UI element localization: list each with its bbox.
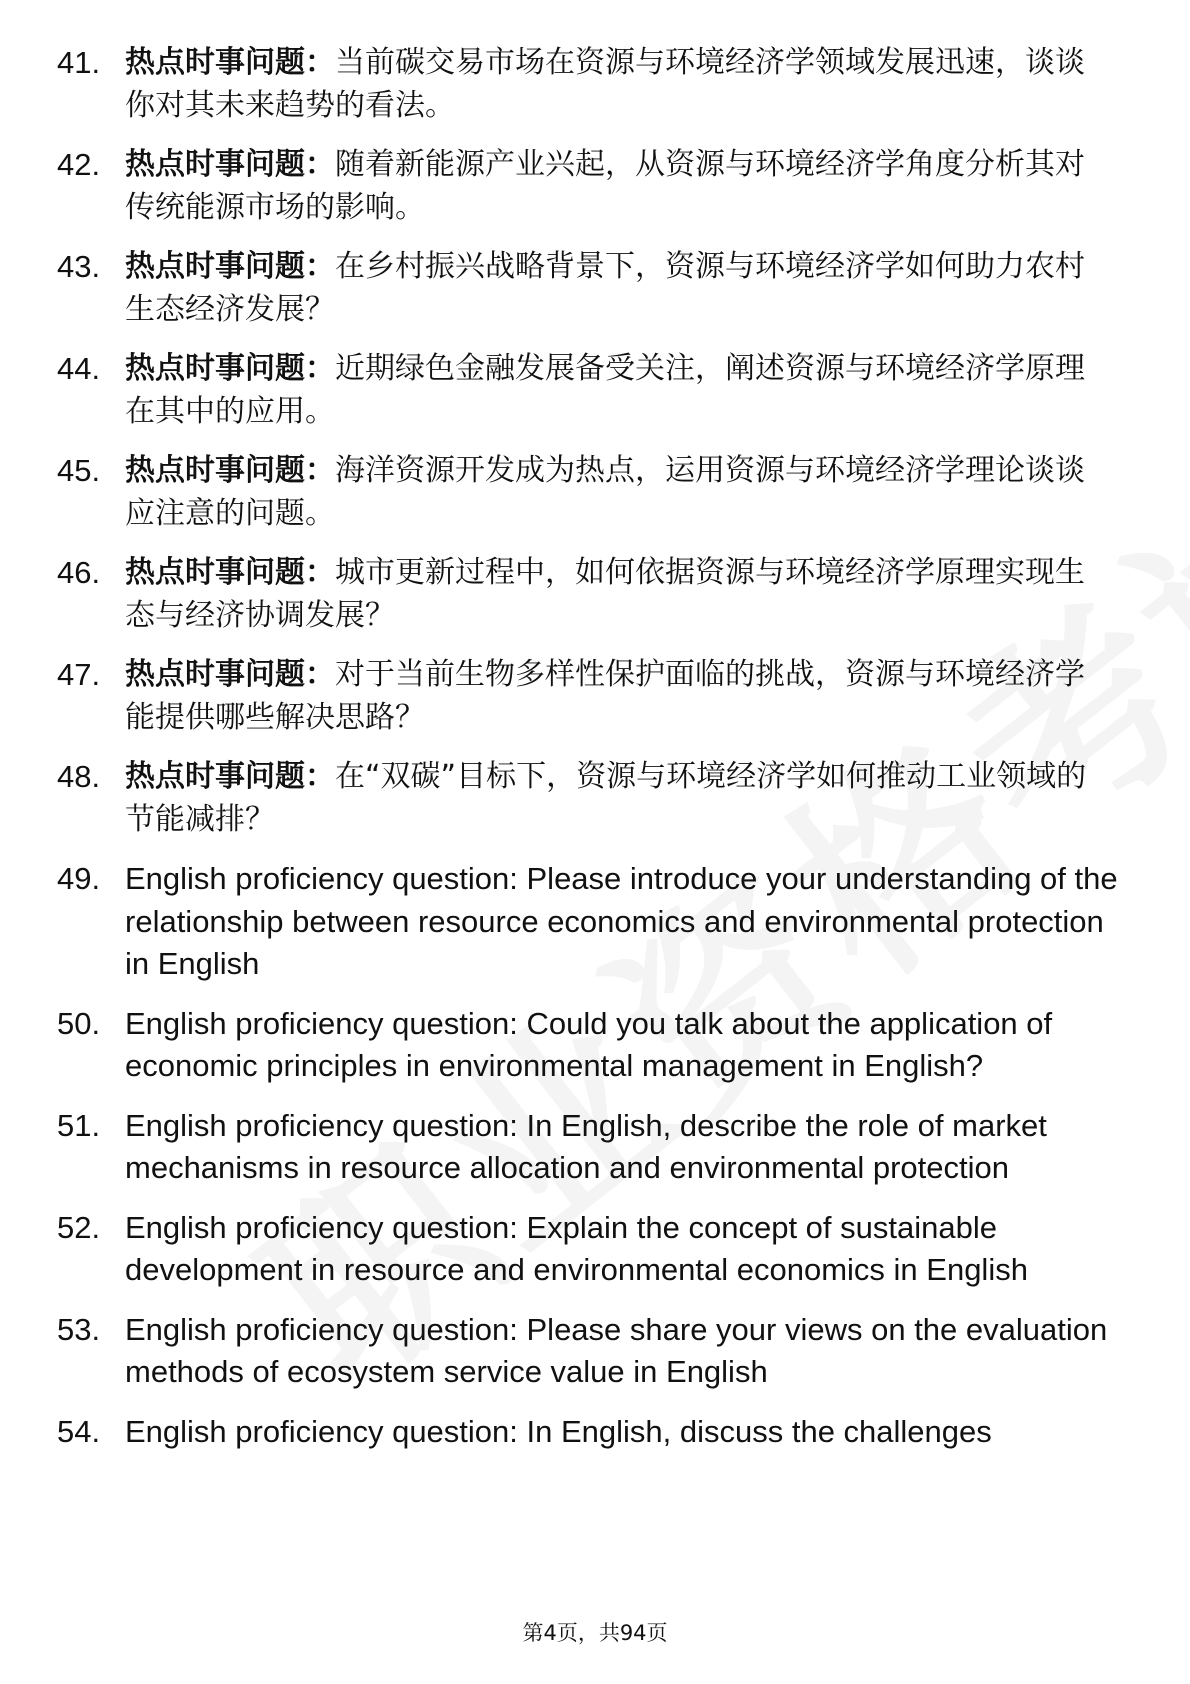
- list-item: [0, 552, 1190, 637]
- question-list: [0, 42, 1190, 1470]
- item-label: 热点时事问题：: [125, 657, 335, 692]
- list-item: [0, 348, 1190, 433]
- list-item: [0, 1309, 1190, 1394]
- item-body: 对于当前生物多样性保护面临的挑战，资源与环境经济学能提供哪些解决思路？: [125, 657, 1085, 735]
- item-label: 热点时事问题：: [125, 351, 335, 386]
- item-number: 46.: [57, 555, 101, 590]
- item-body: 随着新能源产业兴起，从资源与环境经济学角度分析其对传统能源市场的影响。: [125, 147, 1085, 225]
- item-number: 42.: [57, 147, 101, 182]
- item-label: 热点时事问题：: [125, 555, 335, 590]
- item-text: [125, 654, 1110, 739]
- list-item: [0, 450, 1190, 535]
- item-body: 在乡村振兴战略背景下，资源与环境经济学如何助力农村生态经济发展？: [125, 249, 1085, 327]
- list-item: [0, 42, 1190, 127]
- item-text: English proficiency question: In English, describe the role of market mechanisms in resource allocation and environmental protection: [125, 1107, 1047, 1185]
- item-text: English proficiency question: Please introduce your understanding of the relationship between resource economics and environmental protection in English: [125, 861, 1118, 981]
- list-item: [0, 246, 1190, 331]
- item-text: [125, 756, 1110, 841]
- item-text: English proficiency question: Could you talk about the application of economic principles in environmental management in English?: [125, 1005, 1053, 1083]
- page-footer: 第4页，共94页: [522, 1621, 668, 1645]
- item-number: 51.: [57, 1107, 101, 1143]
- list-item: [0, 1411, 1190, 1454]
- item-number: 41.: [57, 45, 101, 80]
- item-number: 48.: [57, 759, 101, 794]
- item-body: 在“双碳”目标下，资源与环境经济学如何推动工业领域的节能减排？: [125, 759, 1087, 837]
- item-number: 43.: [57, 249, 101, 284]
- item-label: 热点时事问题：: [125, 453, 335, 488]
- list-item: [0, 654, 1190, 739]
- item-body: 海洋资源开发成为热点，运用资源与环境经济学理论谈谈应注意的问题。: [125, 453, 1085, 531]
- list-item: [0, 1105, 1190, 1190]
- item-number: 50.: [57, 1005, 101, 1041]
- item-text: [125, 552, 1110, 637]
- item-number: 47.: [57, 657, 101, 692]
- item-label: 热点时事问题：: [125, 45, 335, 80]
- item-body: 近期绿色金融发展备受关注，阐述资源与环境经济学原理在其中的应用。: [125, 351, 1085, 429]
- item-text: English proficiency question: In English, discuss the challenges: [125, 1413, 992, 1449]
- item-body: 城市更新过程中，如何依据资源与环境经济学原理实现生态与经济协调发展？: [125, 555, 1085, 633]
- list-item: [0, 756, 1190, 841]
- list-item: [0, 1207, 1190, 1292]
- item-text: [125, 348, 1110, 433]
- item-text: [125, 42, 1110, 127]
- item-text: [125, 450, 1110, 535]
- item-label: 热点时事问题：: [125, 147, 335, 182]
- item-number: 52.: [57, 1209, 101, 1245]
- item-label: 热点时事问题：: [125, 249, 335, 284]
- item-number: 44.: [57, 351, 101, 386]
- item-number: 53.: [57, 1311, 101, 1347]
- list-item: [0, 144, 1190, 229]
- item-number: 45.: [57, 453, 101, 488]
- list-item: [0, 858, 1190, 986]
- item-text: English proficiency question: Please share your views on the evaluation methods of ecosystem service value in English: [125, 1311, 1108, 1389]
- item-text: [125, 144, 1110, 229]
- item-label: 热点时事问题：: [125, 759, 335, 794]
- item-number: 49.: [57, 861, 101, 896]
- list-item: [0, 1003, 1190, 1088]
- item-number: 54.: [57, 1413, 101, 1449]
- item-text: [125, 246, 1110, 331]
- item-body: 当前碳交易市场在资源与环境经济学领域发展迅速，谈谈你对其未来趋势的看法。: [125, 45, 1085, 123]
- item-text: English proficiency question: Explain the concept of sustainable development in resource and environmental economics in English: [125, 1209, 1028, 1287]
